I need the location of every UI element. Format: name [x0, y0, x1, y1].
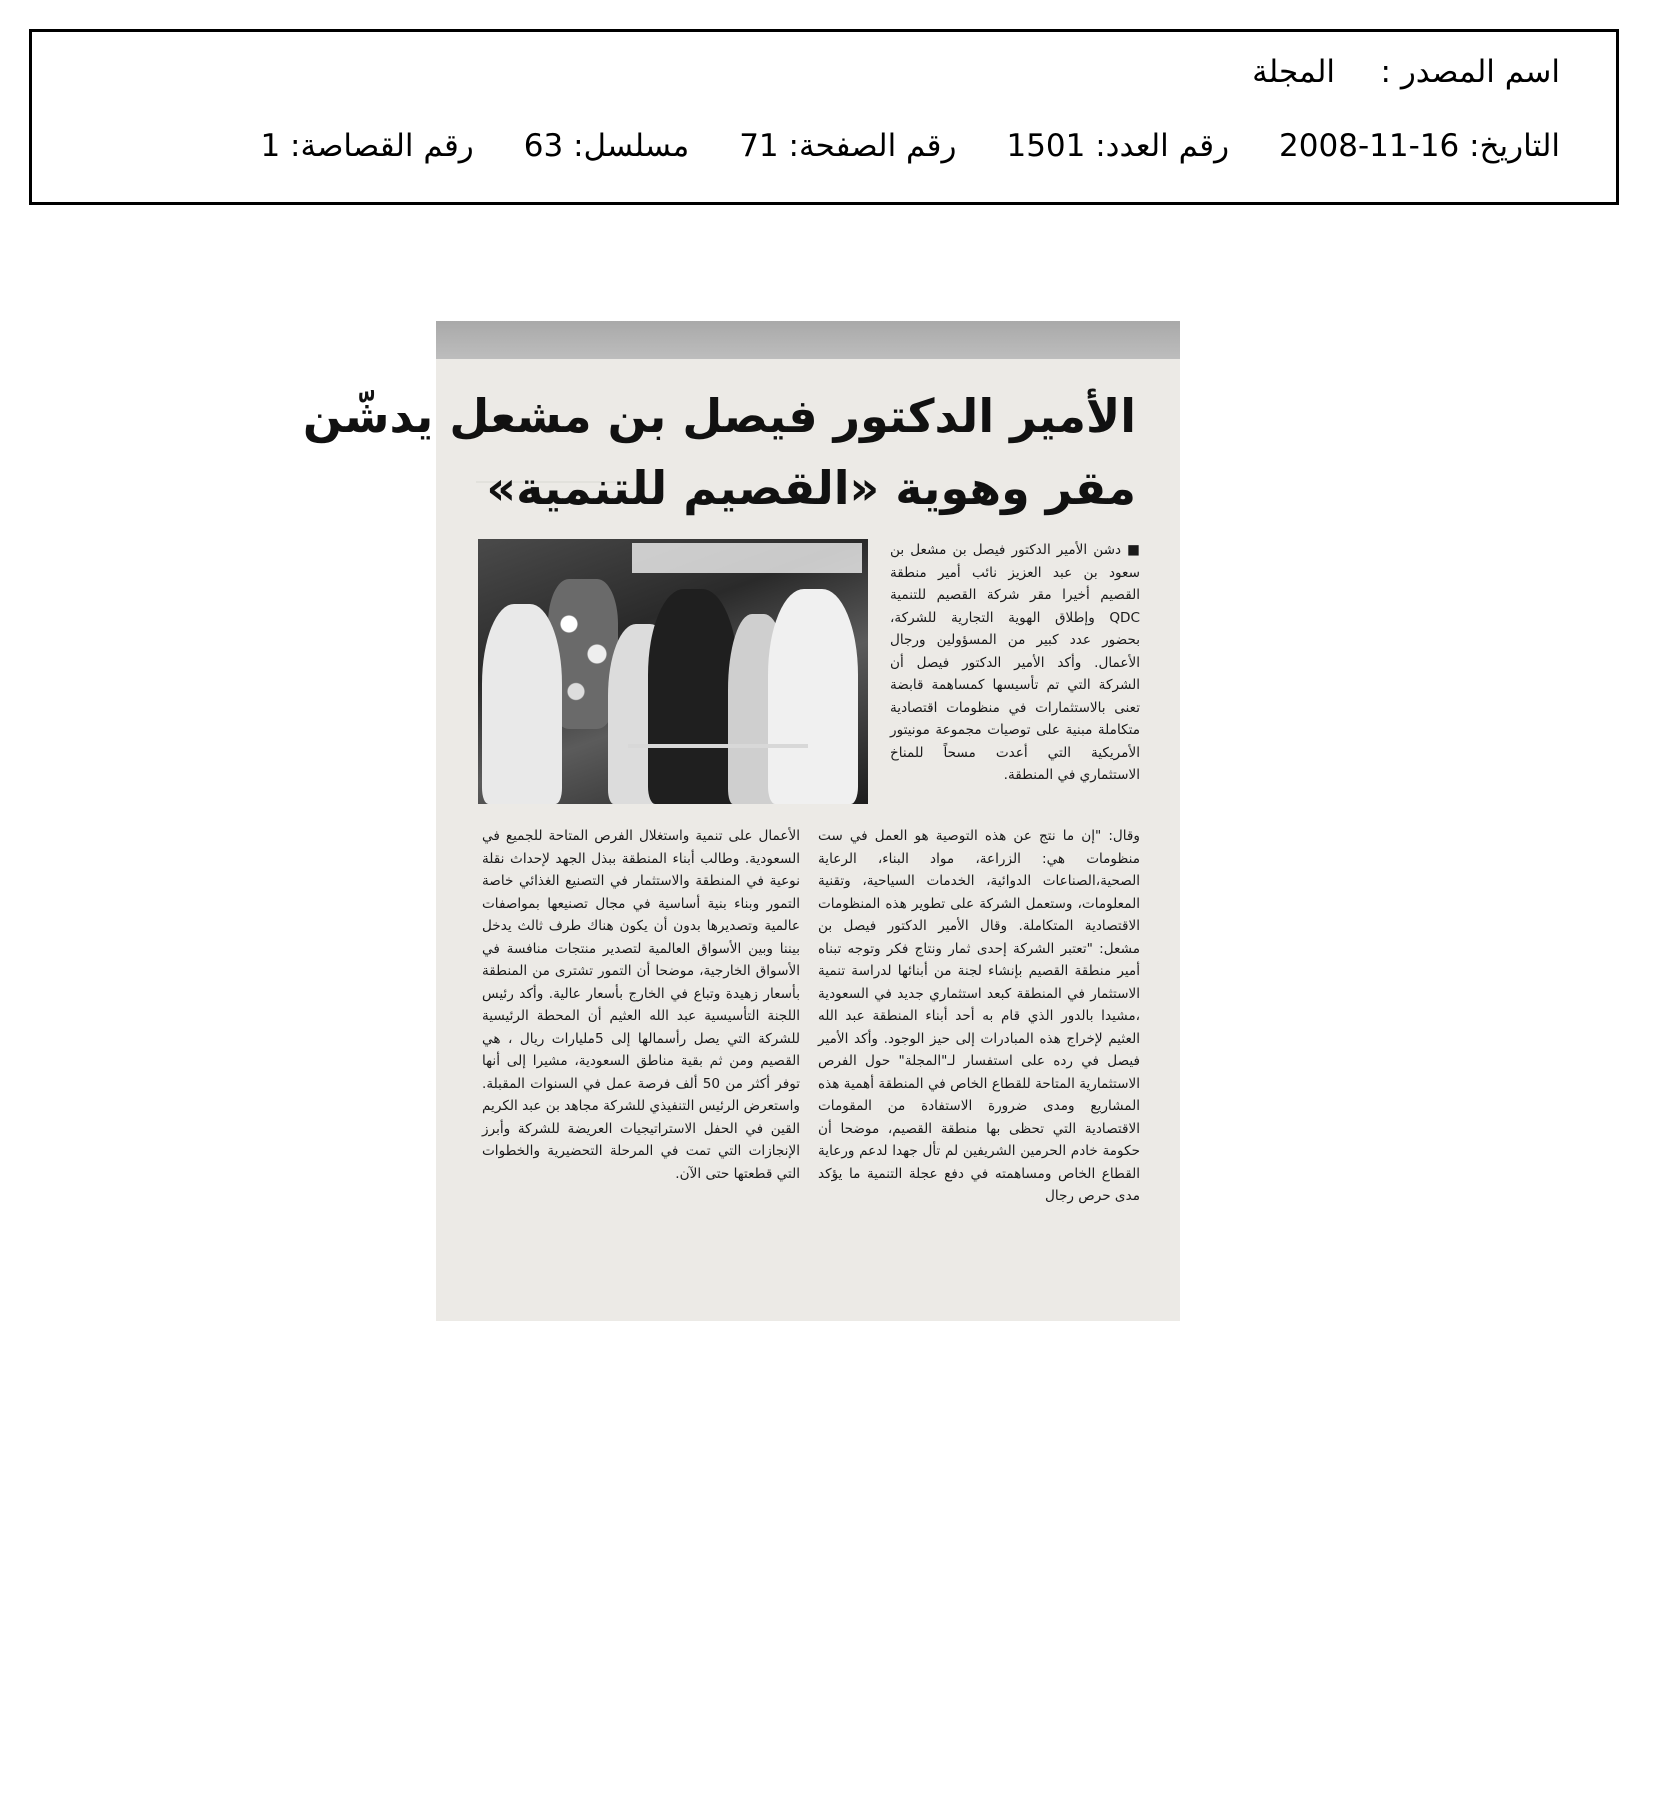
newspaper-clipping	[302, 321, 1180, 1321]
person-figure	[648, 589, 738, 804]
serial-field: مسلسل: 63	[523, 128, 690, 164]
source-value: المجلة	[1252, 54, 1335, 90]
issue-number-field: رقم العدد: 1501	[1006, 128, 1230, 164]
clipping-top-band	[436, 321, 1180, 359]
person-figure	[768, 589, 858, 804]
person-figure	[482, 604, 562, 804]
headline-line-1: الأمير الدكتور فيصل بن مشعل يدشّن	[302, 389, 1136, 443]
date-field: التاريخ: 16-11-2008	[1279, 128, 1560, 164]
metadata-row-details	[260, 128, 1560, 164]
source-label: اسم المصدر :	[1380, 54, 1560, 90]
photo-caption-strip	[632, 543, 862, 573]
article-column-1: ■ دشن الأمير الدكتور فيصل بن مشعل بن سعود بن عبد العزيز نائب أمير منطقة القصيم أخيرا مقر شركة القصيم للتنمية QDC وإطلاق الهوية التجارية للشركة، بحضور عدد كبير من المسؤولين ورجال الأعمال. وأكد الأمير الدكتور فيصل أن الشركة التي تم تأسيسها كمساهمة قابضة تعنى بالاستثمارات في منظومات اقتصادية متكاملة مبنية على توصيات مجموعة مونيتور الأمريكية التي أعدت مسحاً للمناخ الاستثماري في المنطقة.	[890, 542, 1140, 783]
article-column-2: وقال: "إن ما نتج عن هذه التوصية هو العمل في ست منظومات هي: الزراعة، مواد البناء، الرعاية الصحية،الصناعات الدوائية، الخدمات السياحية، وتقنية المعلومات، وستعمل الشركة على تطوير هذه المنظومات الاقتصادية المتكاملة. وقال الأمير الدكتور فيصل بن مشعل: "تعتبر الشركة إحدى ثمار ونتاج فكر وتوجه تبناه أمير منطقة القصيم بإنشاء لجنة من أبنائها لدراسة تنمية الاستثمار في المنطقة كبعد استثماري جديد في السعودية ،مشيدا بالدور الذي قام به أحد أبناء المنطقة عبد الله العثيم لإخراج هذه المبادرات إلى حيز الوجود. وأكد الأمير فيصل في رده على استفسار لـ"المجلة" حول الفرص الاستثمارية المتاحة للقطاع الخاص في المنطقة أهمية هذه المشاريع ومدى ضرورة الاستفادة من المقومات الاقتصادية التي تحظى بها منطقة القصيم، موضحا أن حكومة خادم الحرمين الشريفين لم تأل جهدا لدعم ورعاية القطاع الخاص ومساهمته في دفع عجلة التنمية ما يؤكد مدى حرص رجال	[818, 828, 1140, 1204]
clipping-metadata-box	[29, 29, 1619, 205]
article-photo	[478, 539, 868, 804]
headline-line-2: مقر وهوية «القصيم للتنمية»	[486, 461, 1136, 515]
metadata-row-source	[1252, 54, 1560, 90]
article-column-3: الأعمال على تنمية واستغلال الفرص المتاحة للجميع في السعودية. وطالب أبناء المنطقة ببذل الجهد لإحداث نقلة نوعية في المنطقة والاستثمار في التصنيع الغذائي خاصة التمور وبناء بنية أساسية في مجال تصنيعها بمواصفات عالمية وتصديرها بدون أن يكون هناك طرف ثالث يدخل بيننا وبين الأسواق العالمية لتصدير منتجات منافسة في الأسواق الخارجية، موضحا أن التمور تشترى من المنطقة بأسعار زهيدة وتباع في الخارج بأسعار عالية. وأكد رئيس اللجنة التأسيسية عبد الله العثيم أن المحطة الرئيسية للشركة التي يصل رأسمالها إلى 5مليارات ريال ، هي القصيم ومن ثم بقية مناطق السعودية، مشيرا إلى أنها توفر أكثر من 50 ألف فرصة عمل في السنوات المقبلة. واستعرض الرئيس التنفيذي للشركة مجاهد بن عبد الكريم القين في الحفل الاستراتيجيات العريضة للشركة وأبرز الإنجازات التي تمت في المرحلة التحضيرية والخطوات التي قطعتها حتى الآن.	[482, 828, 801, 1182]
ribbon-image	[628, 744, 808, 748]
page-number-field: رقم الصفحة: 71	[739, 128, 957, 164]
clip-number-field: رقم القصاصة: 1	[260, 128, 474, 164]
